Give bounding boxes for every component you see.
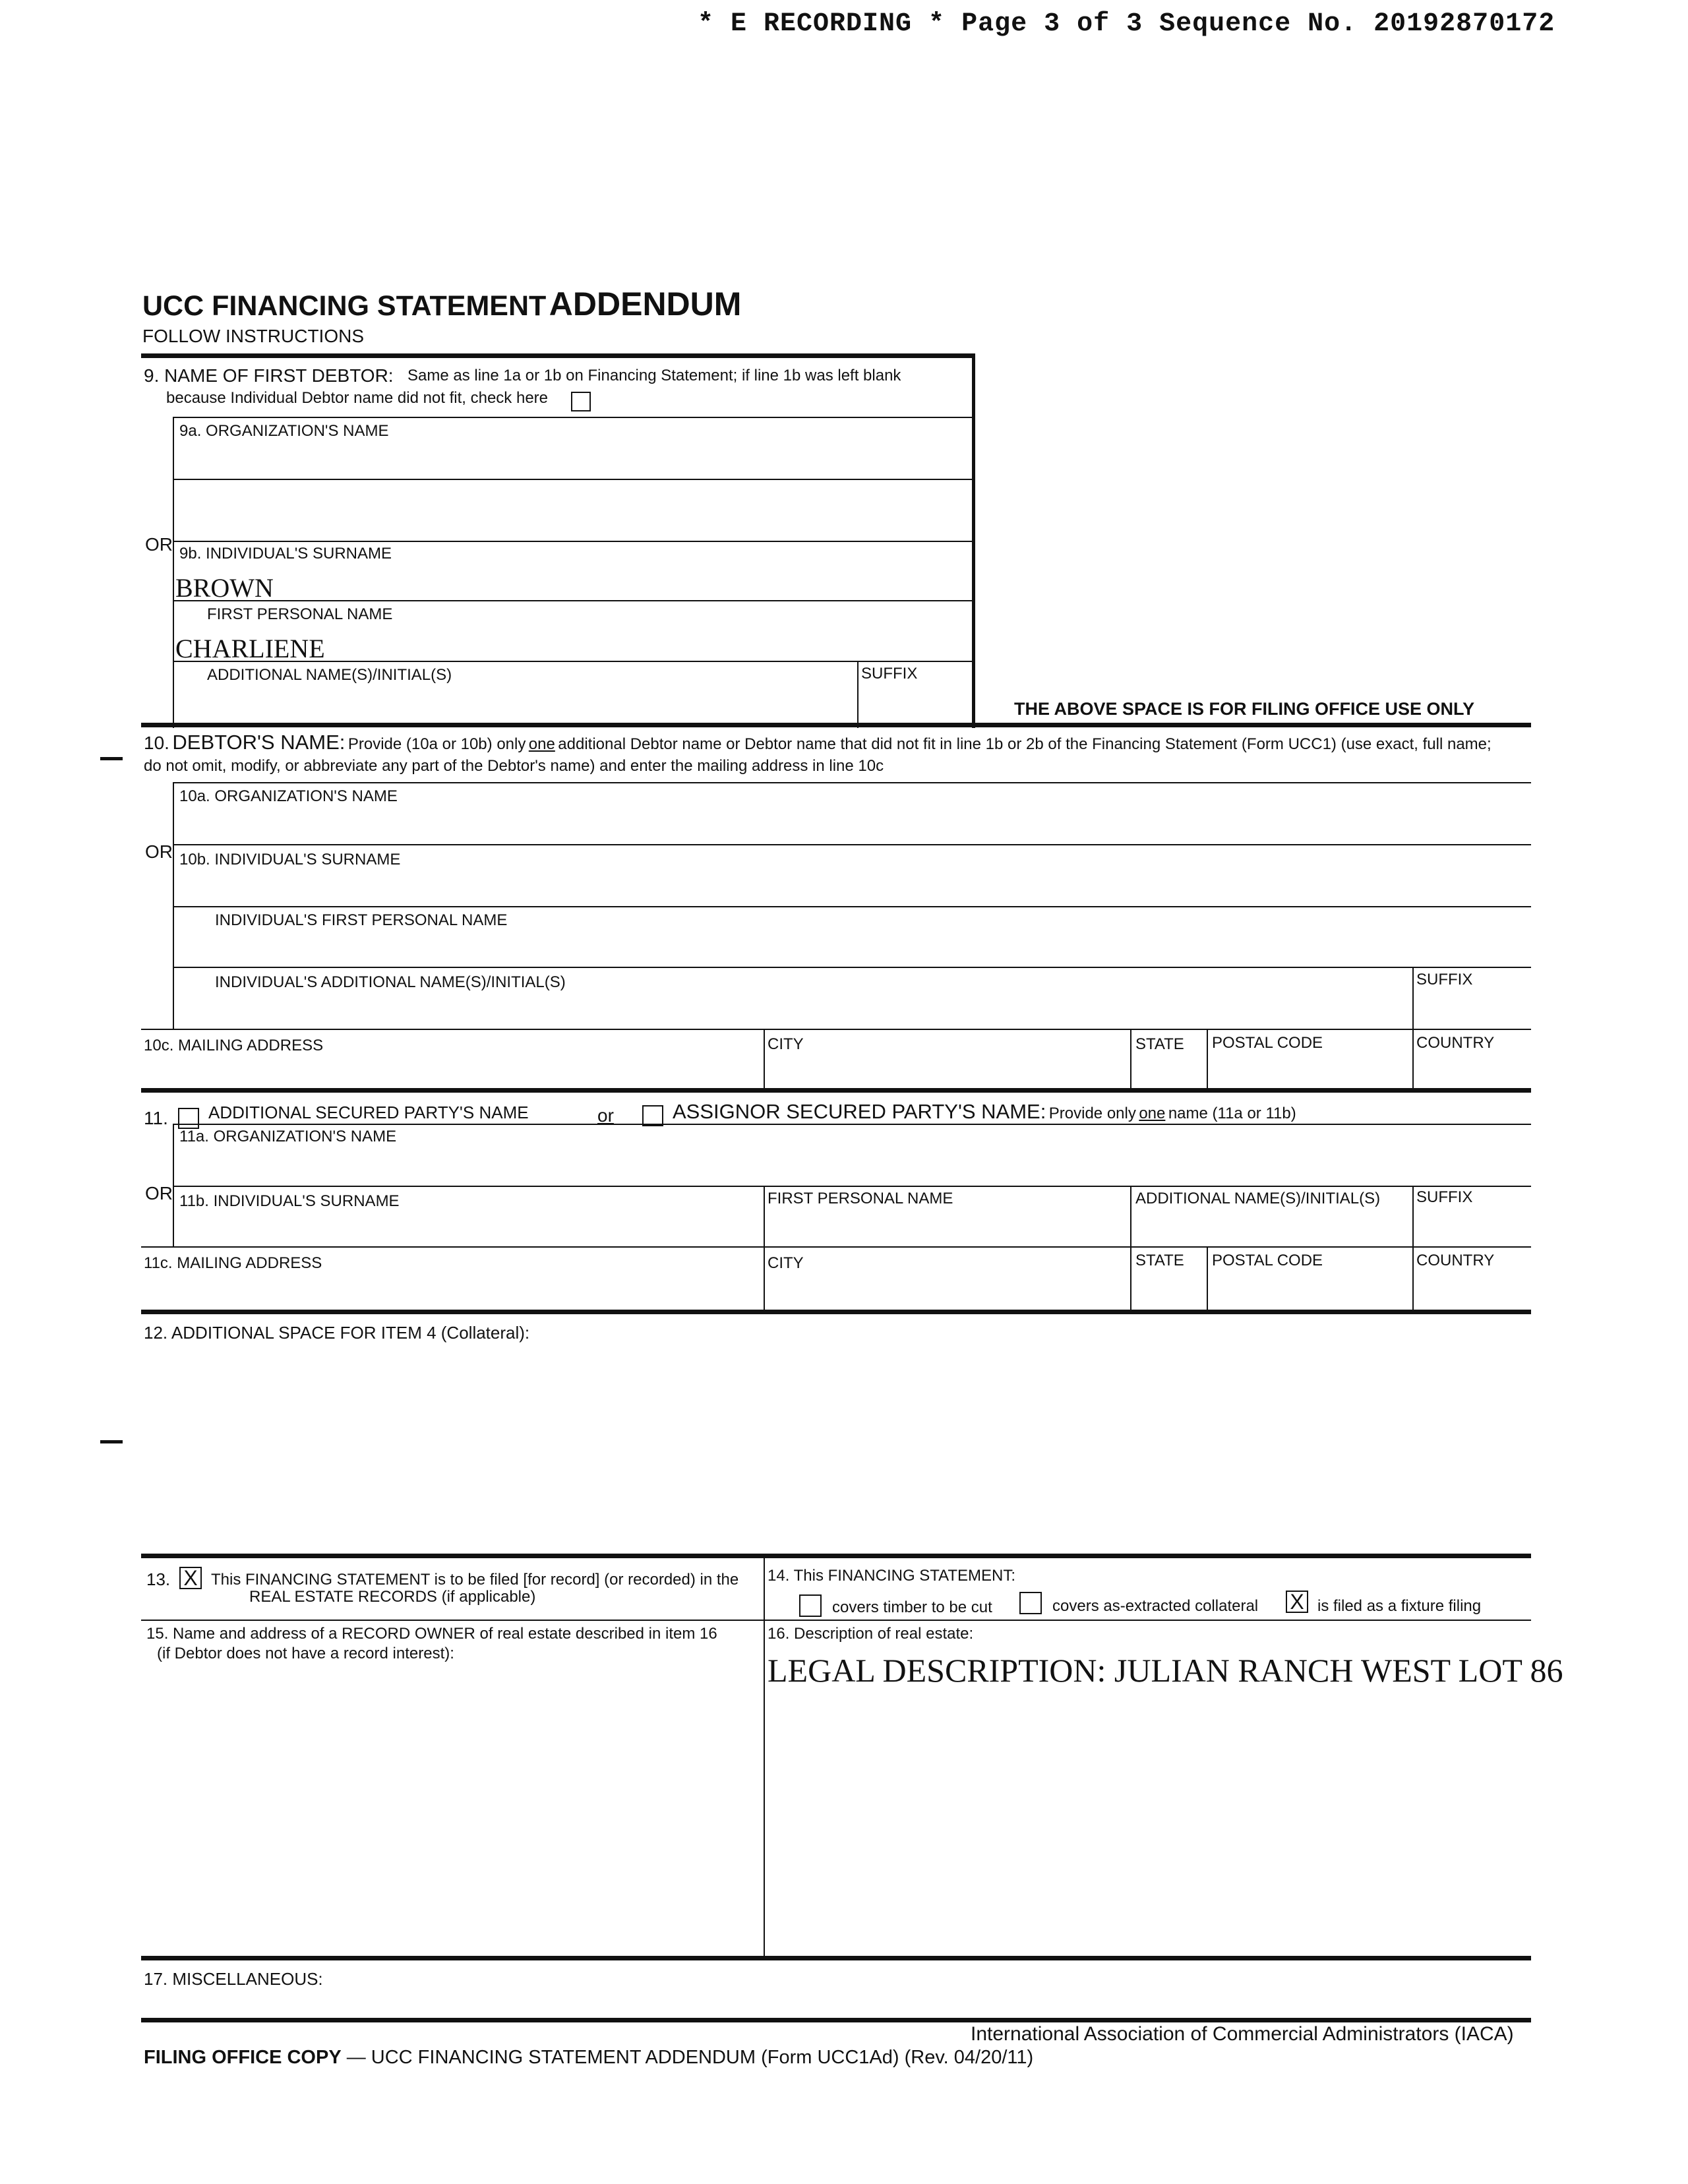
item9-label: 9. NAME OF FIRST DEBTOR: — [144, 365, 394, 386]
item10-or: OR — [145, 841, 173, 862]
form-title-part1: UCC FINANCING STATEMENT — [142, 290, 547, 322]
item11-additional-name-label: ADDITIONAL NAME(S)/INITIAL(S) — [1135, 1190, 1381, 1207]
item11b-label: 11b. INDIVIDUAL'S SURNAME — [179, 1192, 400, 1210]
item10-first-name-label: INDIVIDUAL'S FIRST PERSONAL NAME — [215, 911, 508, 929]
item11-or-word: or — [597, 1105, 614, 1126]
form-title-part2: ADDENDUM — [549, 286, 742, 322]
item10c-label: 10c. MAILING ADDRESS — [144, 1037, 324, 1054]
item10-city-label: CITY — [768, 1035, 804, 1053]
item11-additional-checkbox[interactable] — [178, 1108, 199, 1129]
item10-postal-label: POSTAL CODE — [1212, 1034, 1323, 1052]
item10-note-b: additional Debtor name or Debtor name that did not fit in line 1b or 2b of the Financing Statement (Form UCC1) (use exact, full name; — [558, 735, 1492, 753]
item15-line2: (if Debtor does not have a record interest): — [157, 1645, 454, 1662]
item10-note2: do not omit, modify, or abbreviate any part of the Debtor's name) and enter the mailing address in line 10c — [144, 757, 884, 775]
item14-extracted-checkbox[interactable] — [1019, 1592, 1042, 1614]
item9b-surname-value: BROWN — [175, 573, 274, 603]
item11a-label: 11a. ORGANIZATION'S NAME — [179, 1128, 397, 1145]
item11-option1-text: ADDITIONAL SECURED PARTY'S NAME — [208, 1103, 529, 1122]
item9-note2: because Individual Debtor name did not fit, check here — [166, 389, 549, 407]
item15-line1: 15. Name and address of a RECORD OWNER of real estate described in item 16 — [146, 1625, 717, 1643]
item11-postal-label: POSTAL CODE — [1212, 1252, 1323, 1269]
item10-country-label: COUNTRY — [1416, 1034, 1495, 1052]
item9a-label: 9a. ORGANIZATION'S NAME — [179, 422, 389, 440]
item10-heading — [144, 731, 1492, 754]
item11-note-b: name (11a or 11b) — [1168, 1105, 1296, 1122]
item10a-label: 10a. ORGANIZATION'S NAME — [179, 787, 398, 805]
item11-or: OR — [145, 1183, 173, 1203]
item9-or: OR — [145, 534, 173, 555]
item16-description-value: LEGAL DESCRIPTION: JULIAN RANCH WEST LOT 86 — [768, 1652, 1563, 1689]
item14-fixture-label: is filed as a fixture filing — [1317, 1597, 1482, 1615]
item10-note-a: Provide (10a or 10b) only — [347, 735, 526, 753]
item11-suffix-label: SUFFIX — [1416, 1188, 1473, 1206]
item11-first-name-label: FIRST PERSONAL NAME — [768, 1190, 953, 1207]
recording-header: * E RECORDING * Page 3 of 3 Sequence No. 20192870172 — [698, 9, 1555, 39]
item11-option2 — [673, 1100, 1296, 1124]
item11-state-label: STATE — [1135, 1252, 1184, 1269]
form-title — [142, 285, 741, 323]
item13-line1: This FINANCING STATEMENT is to be filed [for record] (or recorded) in the — [211, 1571, 739, 1589]
item10-suffix-label: SUFFIX — [1416, 971, 1473, 988]
item9b-label: 9b. INDIVIDUAL'S SURNAME — [179, 545, 392, 562]
item13-num: 13. — [146, 1569, 171, 1589]
item11-num: 11. — [144, 1108, 168, 1128]
filing-office-note: THE ABOVE SPACE IS FOR FILING OFFICE USE ONLY — [1014, 699, 1475, 719]
item10-state-label: STATE — [1135, 1035, 1184, 1053]
item13-real-estate-checkbox[interactable]: X — [179, 1567, 202, 1589]
item14-timber-label: covers timber to be cut — [832, 1598, 992, 1616]
item10b-label: 10b. INDIVIDUAL'S SURNAME — [179, 851, 401, 868]
item14-extracted-label: covers as-extracted collateral — [1052, 1597, 1259, 1615]
item14-timber-checkbox[interactable] — [799, 1594, 822, 1617]
item16-label: 16. Description of real estate: — [768, 1625, 974, 1643]
item10-note-one: one — [528, 735, 555, 753]
item11-note-a: Provide only — [1048, 1105, 1136, 1122]
item9-suffix-label: SUFFIX — [861, 665, 918, 682]
item13-line2: REAL ESTATE RECORDS (if applicable) — [249, 1588, 536, 1606]
item11-note-one: one — [1139, 1105, 1166, 1122]
item14-fixture-checkbox[interactable]: X — [1286, 1591, 1308, 1613]
item11-city-label: CITY — [768, 1254, 804, 1272]
item9-note1: Same as line 1a or 1b on Financing Statement; if line 1b was left blank — [407, 367, 901, 384]
item9-same-checkbox[interactable] — [571, 392, 591, 411]
item9-first-name-value: CHARLIENE — [175, 634, 325, 663]
item11-country-label: COUNTRY — [1416, 1252, 1495, 1269]
item10-additional-name-label: INDIVIDUAL'S ADDITIONAL NAME(S)/INITIAL(S) — [215, 973, 566, 991]
footer-copy-bold: FILING OFFICE COPY — [144, 2047, 342, 2068]
item11-option1 — [208, 1103, 529, 1123]
item10-num: 10. — [144, 733, 169, 753]
item9-additional-name-label: ADDITIONAL NAME(S)/INITIAL(S) — [207, 666, 452, 684]
footer-copy-line — [144, 2047, 1033, 2069]
item9-first-name-label: FIRST PERSONAL NAME — [207, 605, 393, 623]
item12-label: 12. ADDITIONAL SPACE FOR ITEM 4 (Collateral): — [144, 1323, 530, 1343]
item17-label: 17. MISCELLANEOUS: — [144, 1969, 323, 1989]
follow-instructions: FOLLOW INSTRUCTIONS — [142, 326, 365, 346]
footer-copy-rest: — UCC FINANCING STATEMENT ADDENDUM (Form UCC1Ad) (Rev. 04/20/11) — [341, 2047, 1034, 2068]
item14-label: 14. This FINANCING STATEMENT: — [768, 1567, 1016, 1585]
item10-label: DEBTOR'S NAME: — [172, 731, 346, 754]
item11c-label: 11c. MAILING ADDRESS — [144, 1254, 322, 1272]
footer-iaca: International Association of Commercial Administrators (IACA) — [971, 2023, 1514, 2045]
item11-option2-text: ASSIGNOR SECURED PARTY'S NAME: — [673, 1100, 1046, 1123]
